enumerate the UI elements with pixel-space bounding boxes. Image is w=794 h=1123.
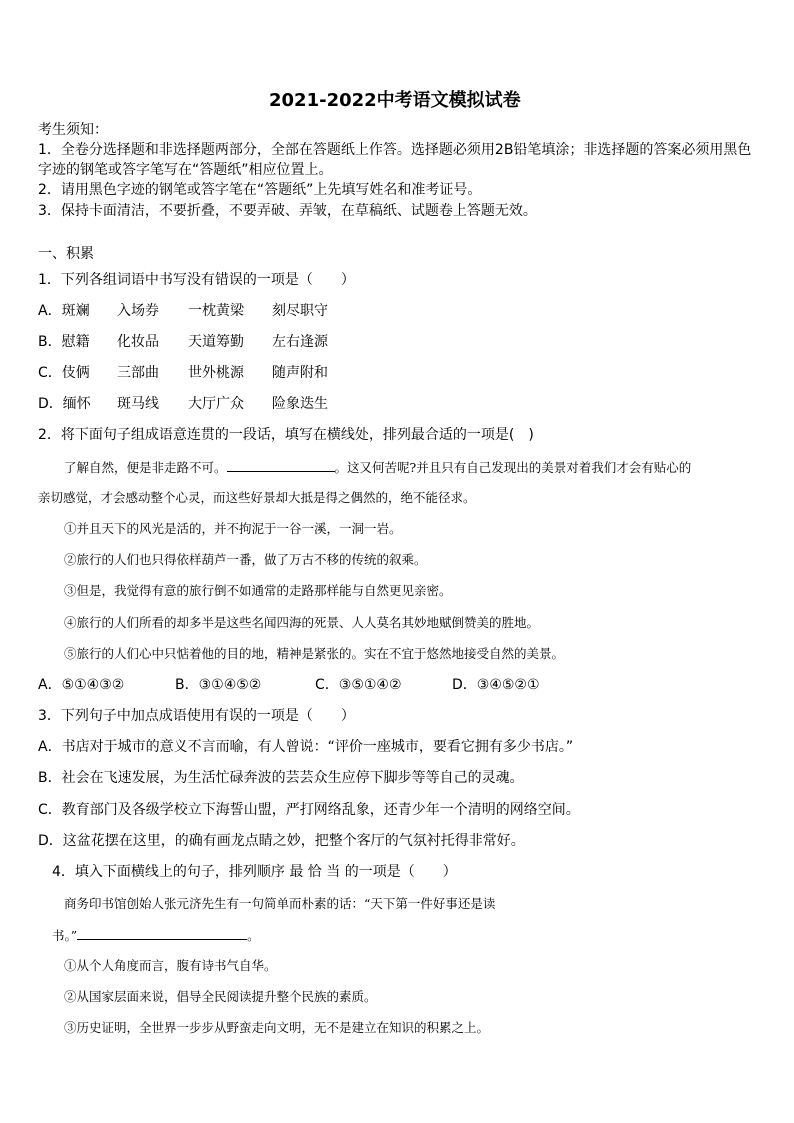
notice-heading: 考生须知：	[38, 122, 108, 138]
q1-option-c-1: C．伎俩	[38, 365, 90, 381]
q2-option-b: B．③①④⑤②	[175, 677, 262, 693]
q2-sentence-2: ②旅行的人们也只得依样葫芦一番，做了万古不移的传统的叙乘。	[64, 552, 427, 567]
q2-option-d: D．③④⑤②①	[452, 677, 540, 693]
q2-stem: 2．将下面句子组成语意连贯的一段话，填写在横线处，排列最合适的一项是( )	[38, 427, 534, 443]
notice-item-3: 3．保持卡面清洁，不要折叠，不要弄破、弄皱，在草稿纸、试题卷上答题无效。	[38, 203, 537, 219]
notice-item-1: 1．全卷分选择题和非选择题两部分，全部在答题纸上作答。选择题必须用2B铅笔填涂；非选择题的答案必须用黑色	[38, 142, 752, 158]
q1-option-a-4: 刻尽职守	[272, 303, 328, 319]
q1-option-b-3: 天道筹勤	[188, 334, 244, 350]
q2-answer-blank	[227, 458, 335, 472]
q1-option-c-2: 三部曲	[117, 365, 159, 381]
q4-sentence-3: ③历史证明，全世界一步步从野蛮走向文明，无不是建立在知识的积累之上。	[64, 1020, 490, 1035]
notice-item-1-cont: 字迹的钢笔或答字笔写在“答题纸”相应位置上。	[38, 162, 333, 178]
q4-passage-part-c: 。	[247, 928, 260, 943]
q4-stem: 4．填入下面横线上的句子，排列顺序 最 恰 当 的一项是（ ）	[52, 864, 457, 880]
q1-option-a-1: A．斑斓	[38, 303, 90, 319]
q1-option-a-2: 入场券	[117, 303, 159, 319]
notice-item-2: 2．请用黑色字迹的钢笔或答字笔在“答题纸”上先填写姓名和准考证号。	[38, 182, 482, 198]
q2-option-a: A．⑤①④③②	[38, 677, 125, 693]
q2-sentence-3: ③但是，我觉得有意的旅行倒不如通常的走路那样能与自然更见亲密。	[64, 583, 452, 598]
q1-option-d-4: 险象迭生	[272, 396, 328, 412]
q3-option-a: A．书店对于城市的意义不言而喻，有人曾说：“评价一座城市，要看它拥有多少书店。”	[38, 739, 574, 755]
page-title: 2021-2022中考语文模拟试卷	[269, 90, 521, 111]
q3-stem: 3．下列句子中加点成语使用有误的一项是（ ）	[38, 708, 355, 724]
q4-sentence-1: ①从个人角度而言，腹有诗书气自华。	[64, 958, 277, 973]
q4-sentence-2: ②从国家层面来说，倡导全民阅读提升整个民族的素质。	[64, 989, 377, 1004]
q1-option-b-2: 化妆品	[117, 334, 159, 350]
q3-option-c: C．教育部门及各级学校立下海誓山盟，严打网络乱象，还青少年一个清明的网络空间。	[38, 802, 580, 818]
q3-option-b: B．社会在飞速发展，为生活忙碌奔波的芸芸众生应停下脚步等等自己的灵魂。	[38, 770, 524, 786]
q2-sentence-4: ④旅行的人们所看的却多半是这些名闻四海的死景、人人莫名其妙地赋倒赞美的胜地。	[64, 615, 540, 630]
q4-passage-line-2	[52, 926, 260, 945]
q2-passage-part-b: 。这又何苦呢?并且只有自己发现出的美景对着我们才会有贴心的	[334, 460, 692, 475]
q1-stem: 1．下列各组词语中书写没有错误的一项是（ ）	[38, 272, 355, 288]
q2-option-c: C．③⑤①④②	[315, 677, 402, 693]
q2-passage-part-a: 了解自然，便是非走路不可。	[64, 460, 227, 475]
q4-passage-line-1: 商务印书馆创始人张元济先生有一句简单而朴素的话：“天下第一件好事还是读	[64, 896, 496, 911]
q3-option-d: D．这盆花摆在这里，的确有画龙点睛之妙，把整个客厅的气氛衬托得非常好。	[38, 833, 525, 849]
q1-option-c-4: 随声附和	[272, 365, 328, 381]
q1-option-a-3: 一枕黄梁	[188, 303, 244, 319]
q1-option-d-3: 大厅广众	[188, 396, 244, 412]
section-heading: 一、积累	[38, 246, 94, 262]
q2-passage-line-1	[64, 458, 691, 477]
q1-option-d-1: D．缅怀	[38, 396, 91, 412]
q1-option-b-4: 左右逢源	[272, 334, 328, 350]
q4-answer-blank	[77, 926, 247, 940]
q4-passage-part-b: 书。”	[52, 928, 78, 943]
q2-passage-line-2: 亲切感觉，才会感动整个心灵，而这些好景却大抵是得之偶然的，绝不能径求。	[38, 490, 476, 505]
q2-sentence-5: ⑤旅行的人们心中只惦着他的目的地，精神是紧张的。实在不宜于悠然地接受自然的美景。	[64, 646, 565, 661]
q1-option-c-3: 世外桃源	[188, 365, 244, 381]
q1-option-d-2: 斑马线	[117, 396, 159, 412]
q1-option-b-1: B．慰籍	[38, 334, 90, 350]
q2-sentence-1: ①并且天下的风光是活的，并不拘泥于一谷一溪，一洞一岩。	[64, 521, 402, 536]
